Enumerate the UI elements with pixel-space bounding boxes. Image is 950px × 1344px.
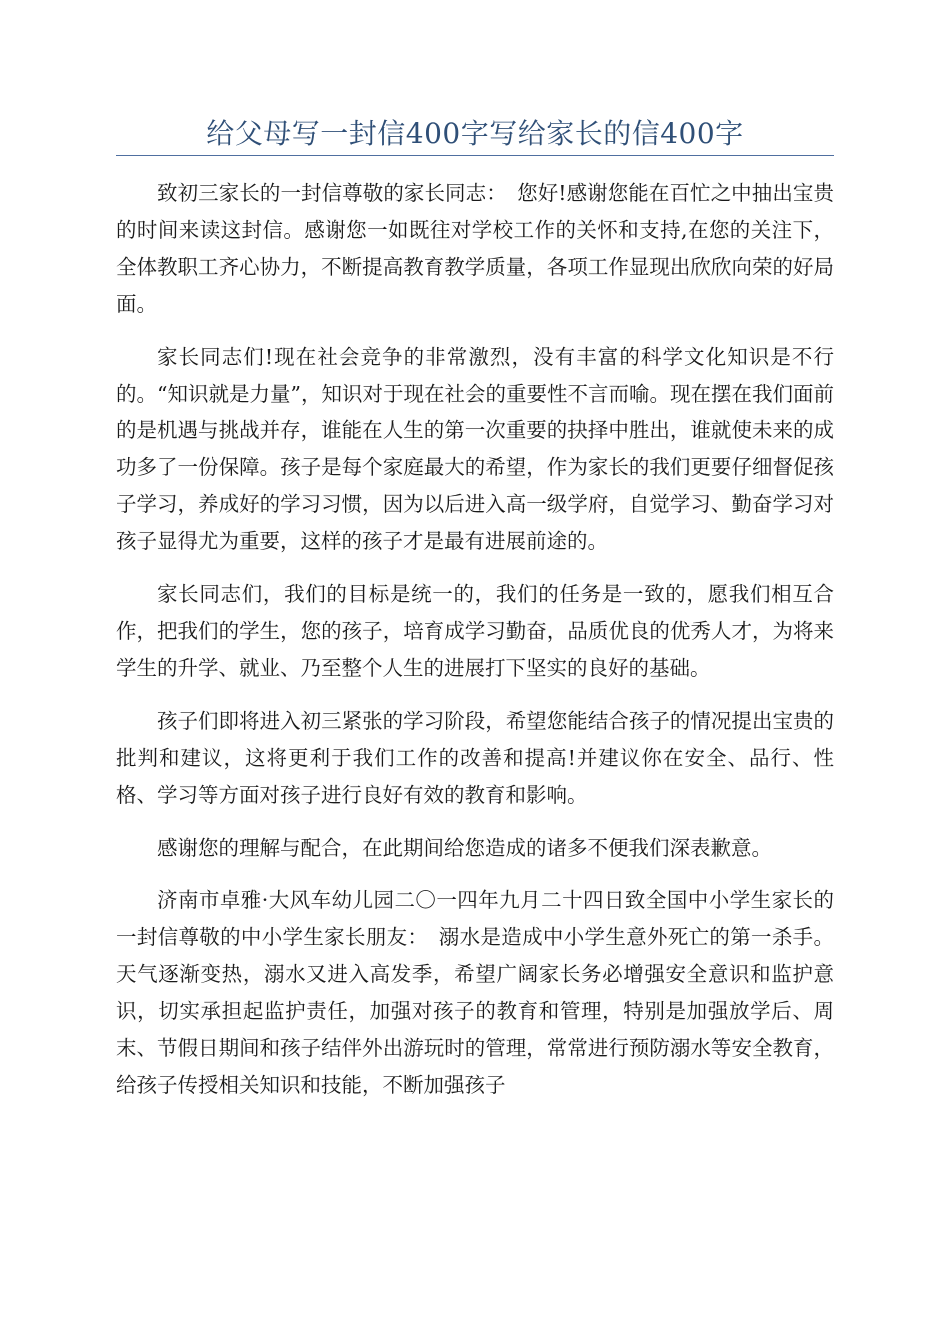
paragraph: 致初三家长的一封信尊敬的家长同志： 您好!感谢您能在百忙之中抽出宝贵的时间来读这封信。感谢您一如既往对学校工作的关怀和支持,在您的关注下，全体教职工齐心协力，不断提高教育教学质量，各项工作显现出欣欣向荣的好局面。 [116,181,834,316]
paragraph: 家长同志们，我们的目标是统一的，我们的任务是一致的，愿我们相互合作，把我们的学生，您的孩子，培育成学习勤奋，品质优良的优秀人才，为将来学生的升学、就业、乃至整个人生的进展打下坚实的良好的基础。 [116,582,834,680]
document-body [116,175,834,1120]
paragraph: 孩子们即将进入初三紧张的学习阶段，希望您能结合孩子的情况提出宝贵的批判和建议，这将更利于我们工作的改善和提高!并建议你在安全、品行、性格、学习等方面对孩子进行良好有效的教育和影响。 [116,708,834,807]
paragraph: 感谢您的理解与配合，在此期间给您造成的诸多不便我们深表歉意。 [157,835,772,860]
title-underline [116,155,834,156]
document-title: 给父母写一封信400字写给家长的信400字 [206,117,744,150]
paragraph: 家长同志们!现在社会竞争的非常激烈，没有丰富的科学文化知识是不行的。“知识就是力量”，知识对于现在社会的重要性不言而喻。现在摆在我们面前的是机遇与挑战并存，谁能在人生的第一次重要的抉择中胜出，谁就使未来的成功多了一份保障。孩子是每个家庭最大的希望，作为家长的我们更要仔细督促孩子学习，养成好的学习习惯，因为以后进入高一级学府，自觉学习、勤奋学习对孩子显得尤为重要，这样的孩子才是最有进展前途的。 [116,344,834,554]
paragraph: 济南市卓雅·大风车幼儿园二〇一四年九月二十四日致全国中小学生家长的一封信尊敬的中小学生家长朋友： 溺水是造成中小学生意外死亡的第一杀手。天气逐渐变热，溺水又进入高发季，希望广阔家长务必增强安全意识和监护意识，切实承担起监护责任，加强对孩子的教育和管理，特别是加强放学后、周末、节假日期间和孩子结伴外出游玩时的管理，常常进行预防溺水等安全教育，给孩子传授相关知识和技能，不断加强孩子 [116,888,834,1097]
